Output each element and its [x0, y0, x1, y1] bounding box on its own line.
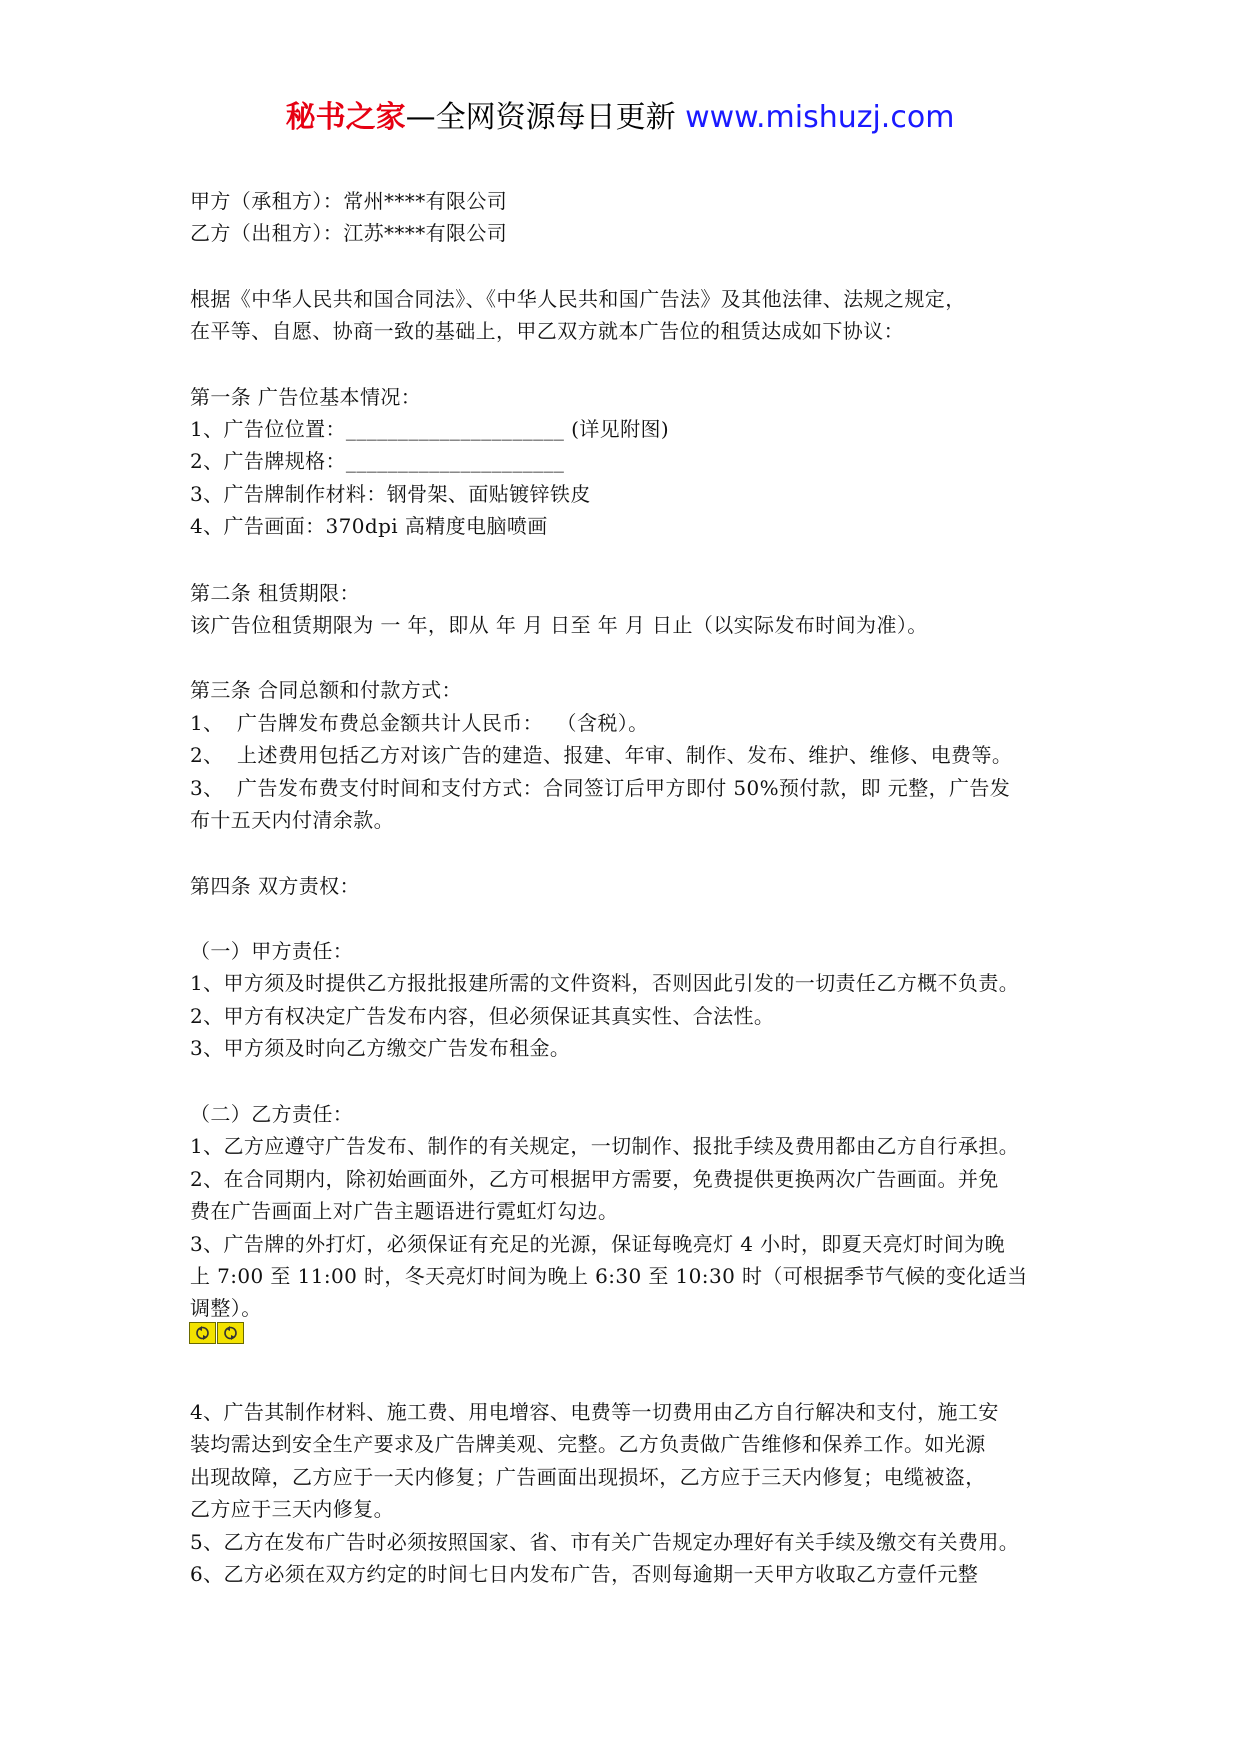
- party-b-duty-5: 5、乙方在发布广告时必须按照国家、省、市有关广告规定办理好有关手续及缴交有关费用。: [190, 1530, 1020, 1554]
- article-3-item-3: 3、 广告发布费支付时间和支付方式：合同签订后甲方即付 50%预付款，即 元整，广告发: [190, 776, 1011, 800]
- party-a-duty-3: 3、甲方须及时向乙方缴交广告发布租金。: [190, 1036, 571, 1060]
- party-b-duty-4-cont-2: 出现故障，乙方应于一天内修复；广告画面出现损坏，乙方应于三天内修复；电缆被盗，: [190, 1465, 986, 1489]
- article-3-heading: 第三条 合同总额和付款方式：: [190, 678, 462, 702]
- preamble-line-2: 在平等、自愿、协商一致的基础上，甲乙双方就本广告位的租赁达成如下协议：: [190, 319, 904, 343]
- article-2-text: 该广告位租赁期限为 一 年，即从 年 月 日至 年 月 日止（以实际发布时间为准）。: [190, 613, 928, 637]
- party-a-duty-2: 2、甲方有权决定广告发布内容，但必须保证其真实性、合法性。: [190, 1004, 775, 1028]
- article-3-item-1: 1、 广告牌发布费总金额共计人民币： （含税）。: [190, 711, 649, 735]
- embedded-object-icon[interactable]: [189, 1322, 216, 1344]
- party-b-duty-2: 2、在合同期内，除初始画面外，乙方可根据甲方需要，免费提供更换两次广告画面。并免: [190, 1167, 999, 1191]
- banner-brand: 秘书之家: [285, 100, 406, 135]
- article-1-heading: 第一条 广告位基本情况：: [190, 385, 422, 409]
- party-b-duty-1: 1、乙方应遵守广告发布、制作的有关规定，一切制作、报批手续及费用都由乙方自行承担。: [190, 1134, 1020, 1158]
- site-banner: [0, 98, 1240, 138]
- article-3-item-3-cont: 布十五天内付清余款。: [190, 808, 394, 832]
- party-a-line: 甲方（承租方）：常州****有限公司: [190, 189, 508, 213]
- article-1-item-3: 3、广告牌制作材料：钢骨架、面贴镀锌铁皮: [190, 482, 591, 506]
- party-b-duty-6: 6、乙方必须在双方约定的时间七日内发布广告，否则每逾期一天甲方收取乙方壹仟元整: [190, 1562, 979, 1586]
- article-4-heading: 第四条 双方责权：: [190, 874, 360, 898]
- article-3-item-2: 2、 上述费用包括乙方对该广告的建造、报建、年审、制作、发布、维护、维修、电费等。: [190, 743, 1013, 767]
- party-a-duty-1: 1、甲方须及时提供乙方报批报建所需的文件资料，否则因此引发的一切责任乙方概不负责。: [190, 971, 1020, 995]
- article-2-heading: 第二条 租赁期限：: [190, 581, 360, 605]
- party-a-duties-heading: （一）甲方责任：: [190, 939, 354, 963]
- banner-slogan: —全网资源每日更新: [405, 100, 676, 135]
- party-b-duty-2-cont: 费在广告画面上对广告主题语进行霓虹灯勾边。: [190, 1199, 619, 1223]
- embedded-object-icon[interactable]: [217, 1322, 244, 1344]
- party-b-duty-3-cont: 上 7:00 至 11:00 时，冬天亮灯时间为晚上 6:30 至 10:30 时（可根据季节气候的变化适当: [190, 1264, 1028, 1288]
- party-b-duty-4-cont-3: 乙方应于三天内修复。: [190, 1497, 394, 1521]
- preamble-line-1: 根据《中华人民共和国合同法》、《中华人民共和国广告法》及其他法律、法规之规定，: [190, 287, 966, 311]
- party-b-line: 乙方（出租方）：江苏****有限公司: [190, 221, 508, 245]
- article-1-item-2: 2、广告牌规格：_____________________: [190, 449, 565, 473]
- party-b-duty-3-end: 调整）。: [190, 1296, 262, 1320]
- party-b-duty-3: 3、广告牌的外打灯，必须保证有充足的光源，保证每晚亮灯 4 小时，即夏天亮灯时间为晚: [190, 1232, 1005, 1256]
- party-b-duties-heading: （二）乙方责任：: [190, 1102, 354, 1126]
- party-b-duty-4-cont-1: 装均需达到安全生产要求及广告牌美观、完整。乙方负责做广告维修和保养工作。如光源: [190, 1432, 986, 1456]
- article-1-item-4: 4、广告画面：370dpi 高精度电脑喷画: [190, 514, 548, 538]
- party-b-duty-4: 4、广告其制作材料、施工费、用电增容、电费等一切费用由乙方自行解决和支付，施工安: [190, 1400, 999, 1424]
- article-1-item-1: 1、广告位位置：_____________________ (详见附图): [190, 417, 670, 441]
- embedded-objects: [189, 1322, 245, 1344]
- banner-url-link[interactable]: www.mishuzj.com: [675, 100, 955, 135]
